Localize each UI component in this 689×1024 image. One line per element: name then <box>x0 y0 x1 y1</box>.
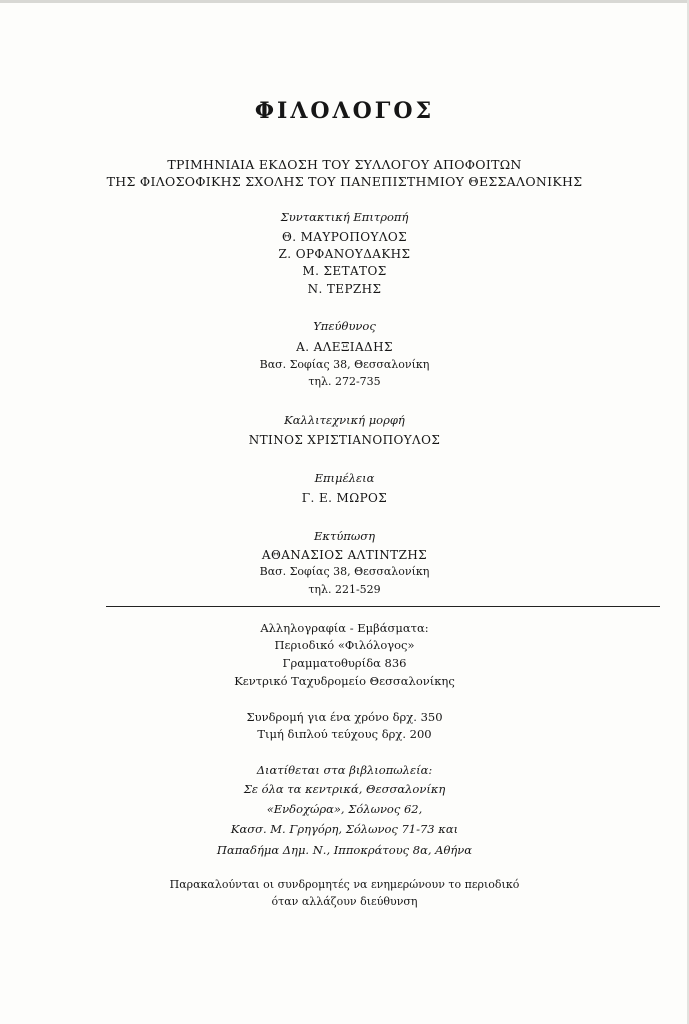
responsible-label: Υπεύθυνος <box>313 319 376 333</box>
printing-address: Βασ. Σοφίας 38, Θεσσαλονίκη <box>259 565 430 578</box>
printing-label: Εκτύπωση <box>314 529 375 543</box>
subscription-line: Συνδρομή για ένα χρόνο δρχ. 350 <box>246 710 443 724</box>
bookstore-line: «Ενδοχώρα», Σόλωνος 62, <box>266 802 423 816</box>
bookstores-label: Διατίθεται στα βιβλιοπωλεία: <box>256 763 433 777</box>
correspondence-line: Γραμματοθυρίδα 836 <box>282 656 407 670</box>
notice-line: όταν αλλάζουν διεύθυνση <box>271 895 418 908</box>
bookstore-line: Κασσ. Μ. Γρηγόρη, Σόλωνος 71-73 και <box>230 822 459 836</box>
responsible-phone: τηλ. 272-735 <box>308 375 381 388</box>
printing-name: ΑΘΑΝΑΣΙΟΣ ΑΛΤΙΝΤΖΗΣ <box>261 548 428 562</box>
responsible-address: Βασ. Σοφίας 38, Θεσσαλονίκη <box>259 358 430 371</box>
bookstore-line: Παπαδήμα Δημ. Ν., Ιπποκράτους 8α, Αθήνα <box>216 843 473 857</box>
subtitle-line-2: ΤΗΣ ΦΙΛΟΣΟΦΙΚΗΣ ΣΧΟΛΗΣ ΤΟΥ ΠΑΝΕΠΙΣΤΗΜΙΟΥ ΘΕΣΣΑΛΟΝΙΚΗΣ <box>106 174 583 189</box>
responsible-name: Α. ΑΛΕΞΙΑΔΗΣ <box>296 340 393 354</box>
editorial-committee-label: Συντακτική Επιτροπή <box>280 210 409 224</box>
committee-member: Θ. ΜΑΥΡΟΠΟΥΛΟΣ <box>281 230 408 244</box>
journal-title: ΦΙΛΟΛΟΓΟΣ <box>254 98 435 124</box>
divider-rule <box>106 606 660 607</box>
subtitle-line-1: ΤΡΙΜΗΝΙΑΙΑ ΕΚΔΟΣΗ ΤΟΥ ΣΥΛΛΟΓΟΥ ΑΠΟΦΟΙΤΩΝ <box>167 157 522 172</box>
page-edge-top <box>0 0 689 3</box>
committee-member: Μ. ΣΕΤΑΤΟΣ <box>302 264 387 278</box>
editing-name: Γ. Ε. ΜΩΡΟΣ <box>301 491 388 505</box>
artistic-label: Καλλιτεχνική μορφή <box>284 413 405 427</box>
printing-phone: τηλ. 221-529 <box>308 583 381 596</box>
correspondence-line: Κεντρικό Ταχυδρομείο Θεσσαλονίκης <box>234 674 455 688</box>
editing-label: Επιμέλεια <box>314 471 375 485</box>
subscription-line: Τιμή διπλού τεύχους δρχ. 200 <box>257 727 432 741</box>
artistic-name: ΝΤΙΝΟΣ ΧΡΙΣΤΙΑΝΟΠΟΥΛΟΣ <box>248 433 441 447</box>
notice-line: Παρακαλούνται οι συνδρομητές να ενημερώνουν το περιοδικό <box>169 878 520 891</box>
correspondence-label: Αλληλογραφία - Εμβάσματα: <box>260 621 429 635</box>
committee-member: Ζ. ΟΡΦΑΝΟΥΔΑΚΗΣ <box>278 247 411 261</box>
correspondence-line: Περιοδικό «Φιλόλογος» <box>274 638 415 652</box>
bookstore-line: Σε όλα τα κεντρικά, Θεσσαλονίκη <box>243 782 446 796</box>
committee-member: Ν. ΤΕΡΖΗΣ <box>307 282 382 296</box>
